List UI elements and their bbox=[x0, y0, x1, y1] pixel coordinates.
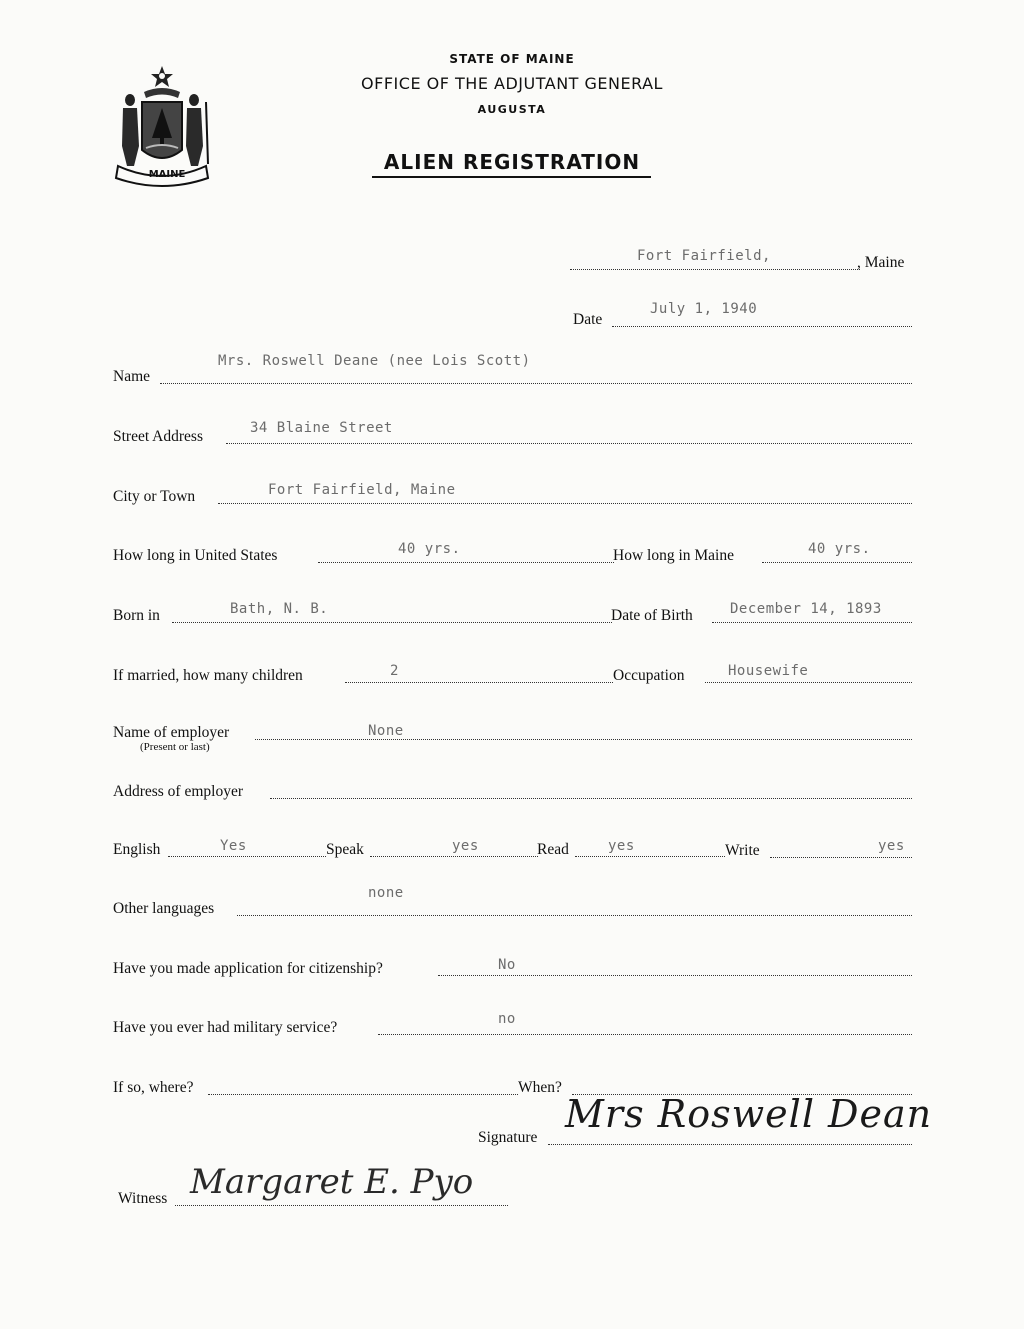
speak-value[interactable]: yes bbox=[452, 838, 479, 854]
read-value[interactable]: yes bbox=[608, 838, 635, 854]
witness-line bbox=[175, 1205, 508, 1206]
born-line bbox=[172, 622, 612, 623]
other-languages-line bbox=[237, 915, 912, 916]
seal-banner-text: MAINE bbox=[148, 169, 186, 180]
write-label: Write bbox=[725, 842, 760, 859]
header-city: AUGUSTA bbox=[477, 103, 547, 116]
place-value[interactable]: Fort Fairfield, bbox=[637, 248, 771, 264]
english-label: English bbox=[113, 841, 161, 858]
signature-handwriting[interactable]: Mrs Roswell Dean bbox=[565, 1092, 933, 1136]
date-value[interactable]: July 1, 1940 bbox=[650, 301, 758, 317]
employer-sublabel: (Present or last) bbox=[140, 741, 210, 753]
title-underline bbox=[372, 176, 651, 178]
military-line bbox=[378, 1034, 912, 1035]
street-value[interactable]: 34 Blaine Street bbox=[250, 420, 393, 436]
street-label: Street Address bbox=[113, 428, 203, 445]
children-label: If married, how many children bbox=[113, 667, 303, 684]
employer-address-label: Address of employer bbox=[113, 783, 243, 800]
city-line bbox=[218, 503, 912, 504]
signature-line bbox=[548, 1144, 912, 1145]
write-value[interactable]: yes bbox=[878, 838, 905, 854]
military-value[interactable]: no bbox=[498, 1011, 516, 1027]
form-title: ALIEN REGISTRATION bbox=[383, 150, 641, 174]
us-label: How long in United States bbox=[113, 547, 278, 564]
employer-label: Name of employer bbox=[113, 724, 230, 741]
citizenship-value[interactable]: No bbox=[498, 957, 516, 973]
maine-line bbox=[762, 562, 912, 563]
city-label: City or Town bbox=[113, 488, 196, 505]
witness-label: Witness bbox=[118, 1190, 168, 1207]
maine-label: How long in Maine bbox=[613, 547, 734, 564]
dob-value[interactable]: December 14, 1893 bbox=[730, 601, 882, 617]
english-value[interactable]: Yes bbox=[220, 838, 247, 854]
header-state: STATE OF MAINE bbox=[449, 52, 575, 66]
dob-line bbox=[712, 622, 912, 623]
street-line bbox=[226, 443, 912, 444]
dob-label: Date of Birth bbox=[611, 607, 693, 624]
city-value[interactable]: Fort Fairfield, Maine bbox=[268, 482, 456, 498]
citizenship-label: Have you made application for citizenship? bbox=[113, 960, 383, 977]
occupation-label: Occupation bbox=[613, 667, 685, 684]
children-value[interactable]: 2 bbox=[390, 663, 399, 679]
read-line bbox=[575, 856, 725, 857]
born-label: Born in bbox=[113, 607, 160, 624]
name-line bbox=[160, 383, 912, 384]
born-value[interactable]: Bath, N. B. bbox=[230, 601, 329, 617]
employer-value[interactable]: None bbox=[368, 723, 404, 739]
us-value[interactable]: 40 yrs. bbox=[398, 541, 461, 557]
where-line bbox=[208, 1094, 518, 1095]
english-line bbox=[168, 856, 326, 857]
witness-handwriting[interactable]: Margaret E. Pyo bbox=[190, 1162, 474, 1202]
children-line bbox=[345, 682, 613, 683]
name-label: Name bbox=[113, 368, 151, 385]
employer-line bbox=[255, 739, 912, 740]
name-value[interactable]: Mrs. Roswell Deane (nee Lois Scott) bbox=[218, 353, 531, 369]
where-label: If so, where? bbox=[113, 1079, 194, 1096]
employer-address-line bbox=[270, 798, 912, 799]
other-languages-value[interactable]: none bbox=[368, 885, 404, 901]
speak-line bbox=[370, 856, 538, 857]
occupation-line bbox=[705, 682, 912, 683]
us-line bbox=[318, 562, 614, 563]
place-suffix: , Maine bbox=[857, 254, 905, 271]
speak-label: Speak bbox=[326, 841, 364, 858]
military-label: Have you ever had military service? bbox=[113, 1019, 338, 1036]
header-office: OFFICE OF THE ADJUTANT GENERAL bbox=[361, 74, 663, 93]
place-line bbox=[570, 269, 860, 270]
maine-value[interactable]: 40 yrs. bbox=[808, 541, 871, 557]
read-label: Read bbox=[537, 841, 569, 858]
date-line bbox=[612, 326, 912, 327]
occupation-value[interactable]: Housewife bbox=[728, 663, 809, 679]
citizenship-line bbox=[438, 975, 912, 976]
other-languages-label: Other languages bbox=[113, 900, 215, 917]
signature-label: Signature bbox=[478, 1129, 538, 1146]
write-line bbox=[770, 857, 912, 858]
when-label: When? bbox=[518, 1079, 562, 1096]
date-label: Date bbox=[573, 311, 603, 328]
